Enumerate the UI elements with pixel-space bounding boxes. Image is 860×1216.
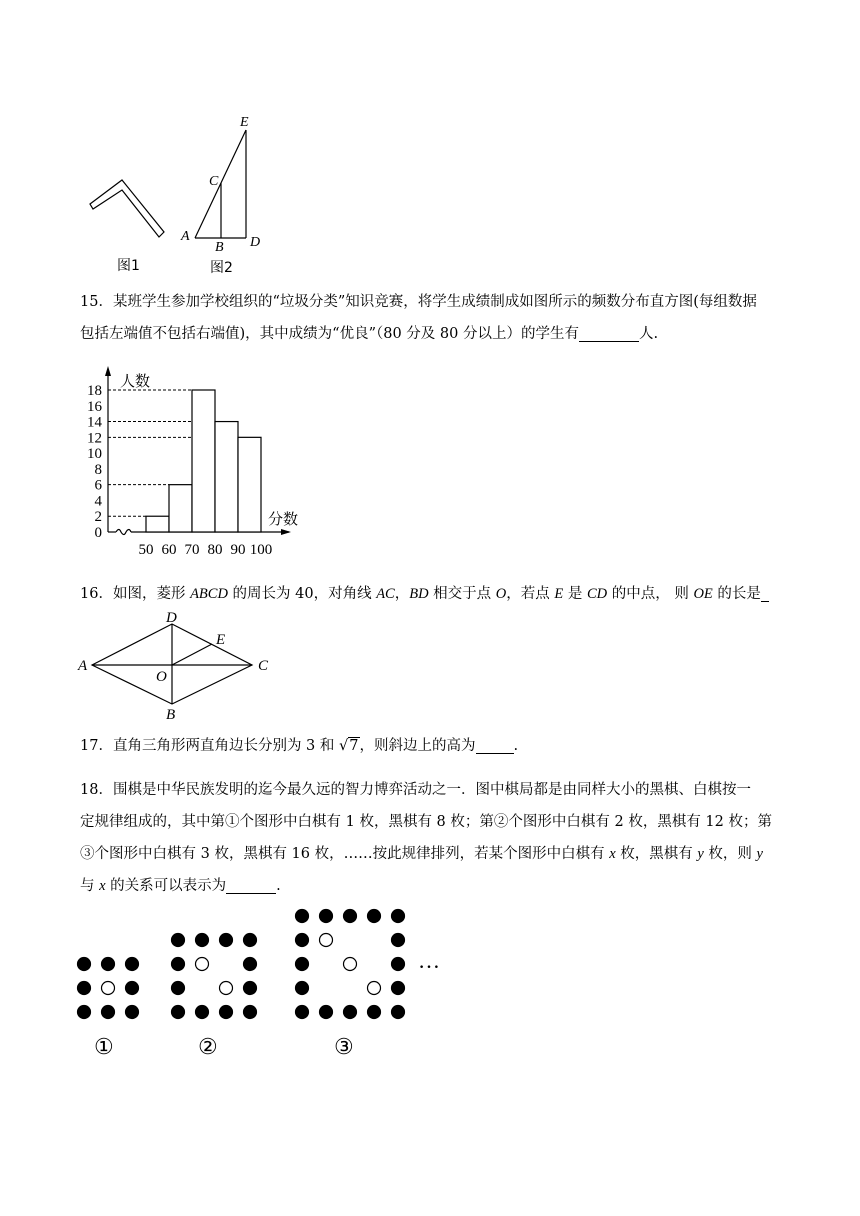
black-stone xyxy=(78,958,91,971)
white-stone xyxy=(320,934,333,947)
q17-text xyxy=(80,730,800,762)
q16-part: 的中点， 则 xyxy=(607,586,694,602)
black-stone xyxy=(102,958,115,971)
q16-var-oe: OE xyxy=(693,586,713,602)
chart-y-tick-label: 10 xyxy=(87,446,102,463)
fig2-label-B: B xyxy=(215,240,224,255)
fig2-caption: 图2 xyxy=(210,260,233,276)
q18-line4-mid: 的关系可以表示为 xyxy=(105,878,227,894)
chart-bar xyxy=(169,485,192,532)
chart-y-tick-label: 18 xyxy=(87,383,102,399)
fig1-bent-shape xyxy=(90,180,164,237)
black-stone xyxy=(392,910,405,923)
black-stone xyxy=(368,1006,381,1019)
black-stone xyxy=(244,1006,257,1019)
white-stone xyxy=(196,958,209,971)
chart-x-tick-label: 80 xyxy=(207,542,223,558)
q17-pre: 17．直角三角形两直角边长分别为 3 和 xyxy=(80,738,335,754)
q15-line2 xyxy=(80,318,800,350)
q18-line3-post: 枚，则 xyxy=(703,846,757,862)
q16-text xyxy=(80,578,790,610)
q17-answer-blank[interactable] xyxy=(476,735,514,754)
fig1-caption: 图1 xyxy=(117,258,140,274)
white-stone xyxy=(344,958,357,971)
q15-line2-pre: 包括左端值不包括右端值)，其中成绩为“优良”（80 分及 80 分以上）的学生有 xyxy=(80,326,579,342)
question-18 xyxy=(80,774,800,902)
fig2-label-C: C xyxy=(209,174,219,189)
chart-xlabel: 分数 xyxy=(268,510,299,528)
black-stone xyxy=(172,1006,185,1019)
sqrt-symbol: √ xyxy=(339,738,349,754)
rhombus-figure xyxy=(76,608,276,724)
q16-part: 的周长为 40，对角线 xyxy=(227,586,377,602)
chart-y-tick-label: 6 xyxy=(94,477,102,494)
fig2-label-E: E xyxy=(240,115,249,130)
q16-var-abcd: ABCD xyxy=(190,586,228,602)
chart-x-axis-break xyxy=(116,530,131,535)
black-stone xyxy=(126,958,139,971)
chart-bar xyxy=(192,390,215,532)
white-stone xyxy=(220,982,233,995)
q16-part: ，若点 xyxy=(506,586,555,602)
rhombus-label-E: E xyxy=(216,632,226,648)
q16-part: 的长是 xyxy=(712,586,761,602)
chart-x-tick-label: 60 xyxy=(161,542,177,558)
rhombus-label-C: C xyxy=(258,658,269,674)
black-stone xyxy=(392,1006,405,1019)
chart-y-tick-label: 14 xyxy=(87,414,102,431)
black-stone xyxy=(296,1006,309,1019)
black-stone xyxy=(296,910,309,923)
question-15 xyxy=(80,286,800,350)
white-stone xyxy=(102,982,115,995)
q18-line1: 18．围棋是中华民族发明的迄今最久远的智力博弈活动之一．图中棋局都是由同样大小的黑棋、白棋按一 xyxy=(80,782,751,798)
chart-ylabel: 人数 xyxy=(120,372,151,390)
q18-line3-mid: 枚，黑棋有 xyxy=(615,846,698,862)
q16-part: 是 xyxy=(563,586,587,602)
chart-x-tick-label: 50 xyxy=(138,542,154,558)
black-stone xyxy=(196,1006,209,1019)
chart-y-tick-label: 16 xyxy=(87,398,102,415)
white-stone xyxy=(368,982,381,995)
chart-y-arrow xyxy=(105,366,111,376)
black-stone xyxy=(244,934,257,947)
chart-y-tick-label: 2 xyxy=(94,509,102,526)
q18-var-y-end: y xyxy=(756,846,763,862)
q18-var-y: y xyxy=(697,846,704,862)
chart-x-tick-label: 70 xyxy=(184,542,200,558)
black-stone xyxy=(392,934,405,947)
black-stone xyxy=(78,982,91,995)
figure-label-3: ③ xyxy=(334,1034,354,1059)
histogram-chart xyxy=(80,362,340,562)
q18-answer-blank[interactable] xyxy=(226,875,276,894)
q14-figures xyxy=(80,112,280,282)
chart-y-tick-label: 4 xyxy=(94,493,102,510)
chart-x-tick-label: 90 xyxy=(230,542,246,558)
q16-part: 16．如图，菱形 xyxy=(80,586,191,602)
chart-bar xyxy=(238,437,261,532)
q15-answer-blank[interactable] xyxy=(579,323,639,342)
q18-line3-pre: ③个图形中白棋有 3 枚，黑棋有 16 枚，……按此规律排列，若某个图形中白棋有 xyxy=(80,846,610,862)
chart-x-arrow xyxy=(281,529,291,535)
rhombus-label-D: D xyxy=(166,610,177,626)
q16-part: 相交于点 xyxy=(428,586,496,602)
black-stone xyxy=(320,1006,333,1019)
black-stone xyxy=(172,934,185,947)
black-stone xyxy=(392,958,405,971)
q18-line4 xyxy=(80,870,800,902)
fig2-label-A: A xyxy=(181,229,190,244)
black-stone xyxy=(296,958,309,971)
go-stone-figures xyxy=(70,902,470,1062)
q15-line2-post: 人. xyxy=(638,326,659,342)
fig2-triangle xyxy=(195,130,246,238)
segment-oe xyxy=(172,644,212,665)
black-stone xyxy=(244,958,257,971)
q18-line4-end: . xyxy=(276,878,281,894)
black-stone xyxy=(196,934,209,947)
chart-y-tick-label: 8 xyxy=(94,461,102,478)
black-stone xyxy=(172,982,185,995)
rhombus-label-O: O xyxy=(156,669,167,685)
black-stone xyxy=(220,934,233,947)
figure-label-1: ① xyxy=(94,1034,114,1059)
question-16 xyxy=(80,578,790,610)
q16-var-cd: CD xyxy=(586,586,608,602)
q16-var-o: O xyxy=(495,586,507,602)
q18-line3 xyxy=(80,838,800,870)
black-stone xyxy=(126,982,139,995)
q18-var-x-2: x xyxy=(99,878,106,894)
fig2-label-D: D xyxy=(250,235,261,250)
q18-line2: 定规律组成的，其中第①个图形中白棋有 1 枚，黑棋有 8 枚；第②个图形中白棋有 2 枚，黑棋有 12 枚；第 xyxy=(80,814,772,830)
black-stone xyxy=(296,934,309,947)
black-stone xyxy=(344,910,357,923)
rhombus-label-A: A xyxy=(78,658,88,674)
rhombus-label-B: B xyxy=(166,707,176,723)
black-stone xyxy=(296,982,309,995)
q16-var-ac: AC xyxy=(376,586,395,602)
chart-x-tick-label: 100 xyxy=(249,542,273,558)
stones-ellipsis: … xyxy=(418,948,440,973)
black-stone xyxy=(220,1006,233,1019)
q17-end: . xyxy=(513,738,519,754)
q18-line4-pre: 与 xyxy=(80,878,100,894)
black-stone xyxy=(320,910,333,923)
black-stone xyxy=(126,1006,139,1019)
q17-sqrt xyxy=(339,730,359,762)
sqrt-radicand: 7 xyxy=(349,738,359,754)
q16-answer-blank[interactable] xyxy=(761,583,769,602)
black-stone xyxy=(392,982,405,995)
q16-var-e: E xyxy=(554,586,564,602)
chart-y-tick-label: 12 xyxy=(87,430,102,447)
black-stone xyxy=(172,958,185,971)
black-stone xyxy=(78,1006,91,1019)
chart-bar xyxy=(146,516,169,532)
figure-label-2: ② xyxy=(198,1034,218,1059)
black-stone xyxy=(344,1006,357,1019)
q15-line1: 15．某班学生参加学校组织的“垃圾分类”知识竞赛，将学生成绩制成如图所示的频数分布直方图(每组数据 xyxy=(80,294,757,310)
q16-var-bd: BD xyxy=(409,586,429,602)
q17-post: ，则斜边上的高为 xyxy=(359,738,476,754)
chart-bar xyxy=(215,422,238,532)
q16-part: ， xyxy=(394,586,410,602)
black-stone xyxy=(244,982,257,995)
black-stone xyxy=(102,1006,115,1019)
q18-var-x: x xyxy=(609,846,616,862)
question-17 xyxy=(80,730,800,762)
black-stone xyxy=(368,910,381,923)
chart-y-tick-label: 0 xyxy=(94,525,102,541)
